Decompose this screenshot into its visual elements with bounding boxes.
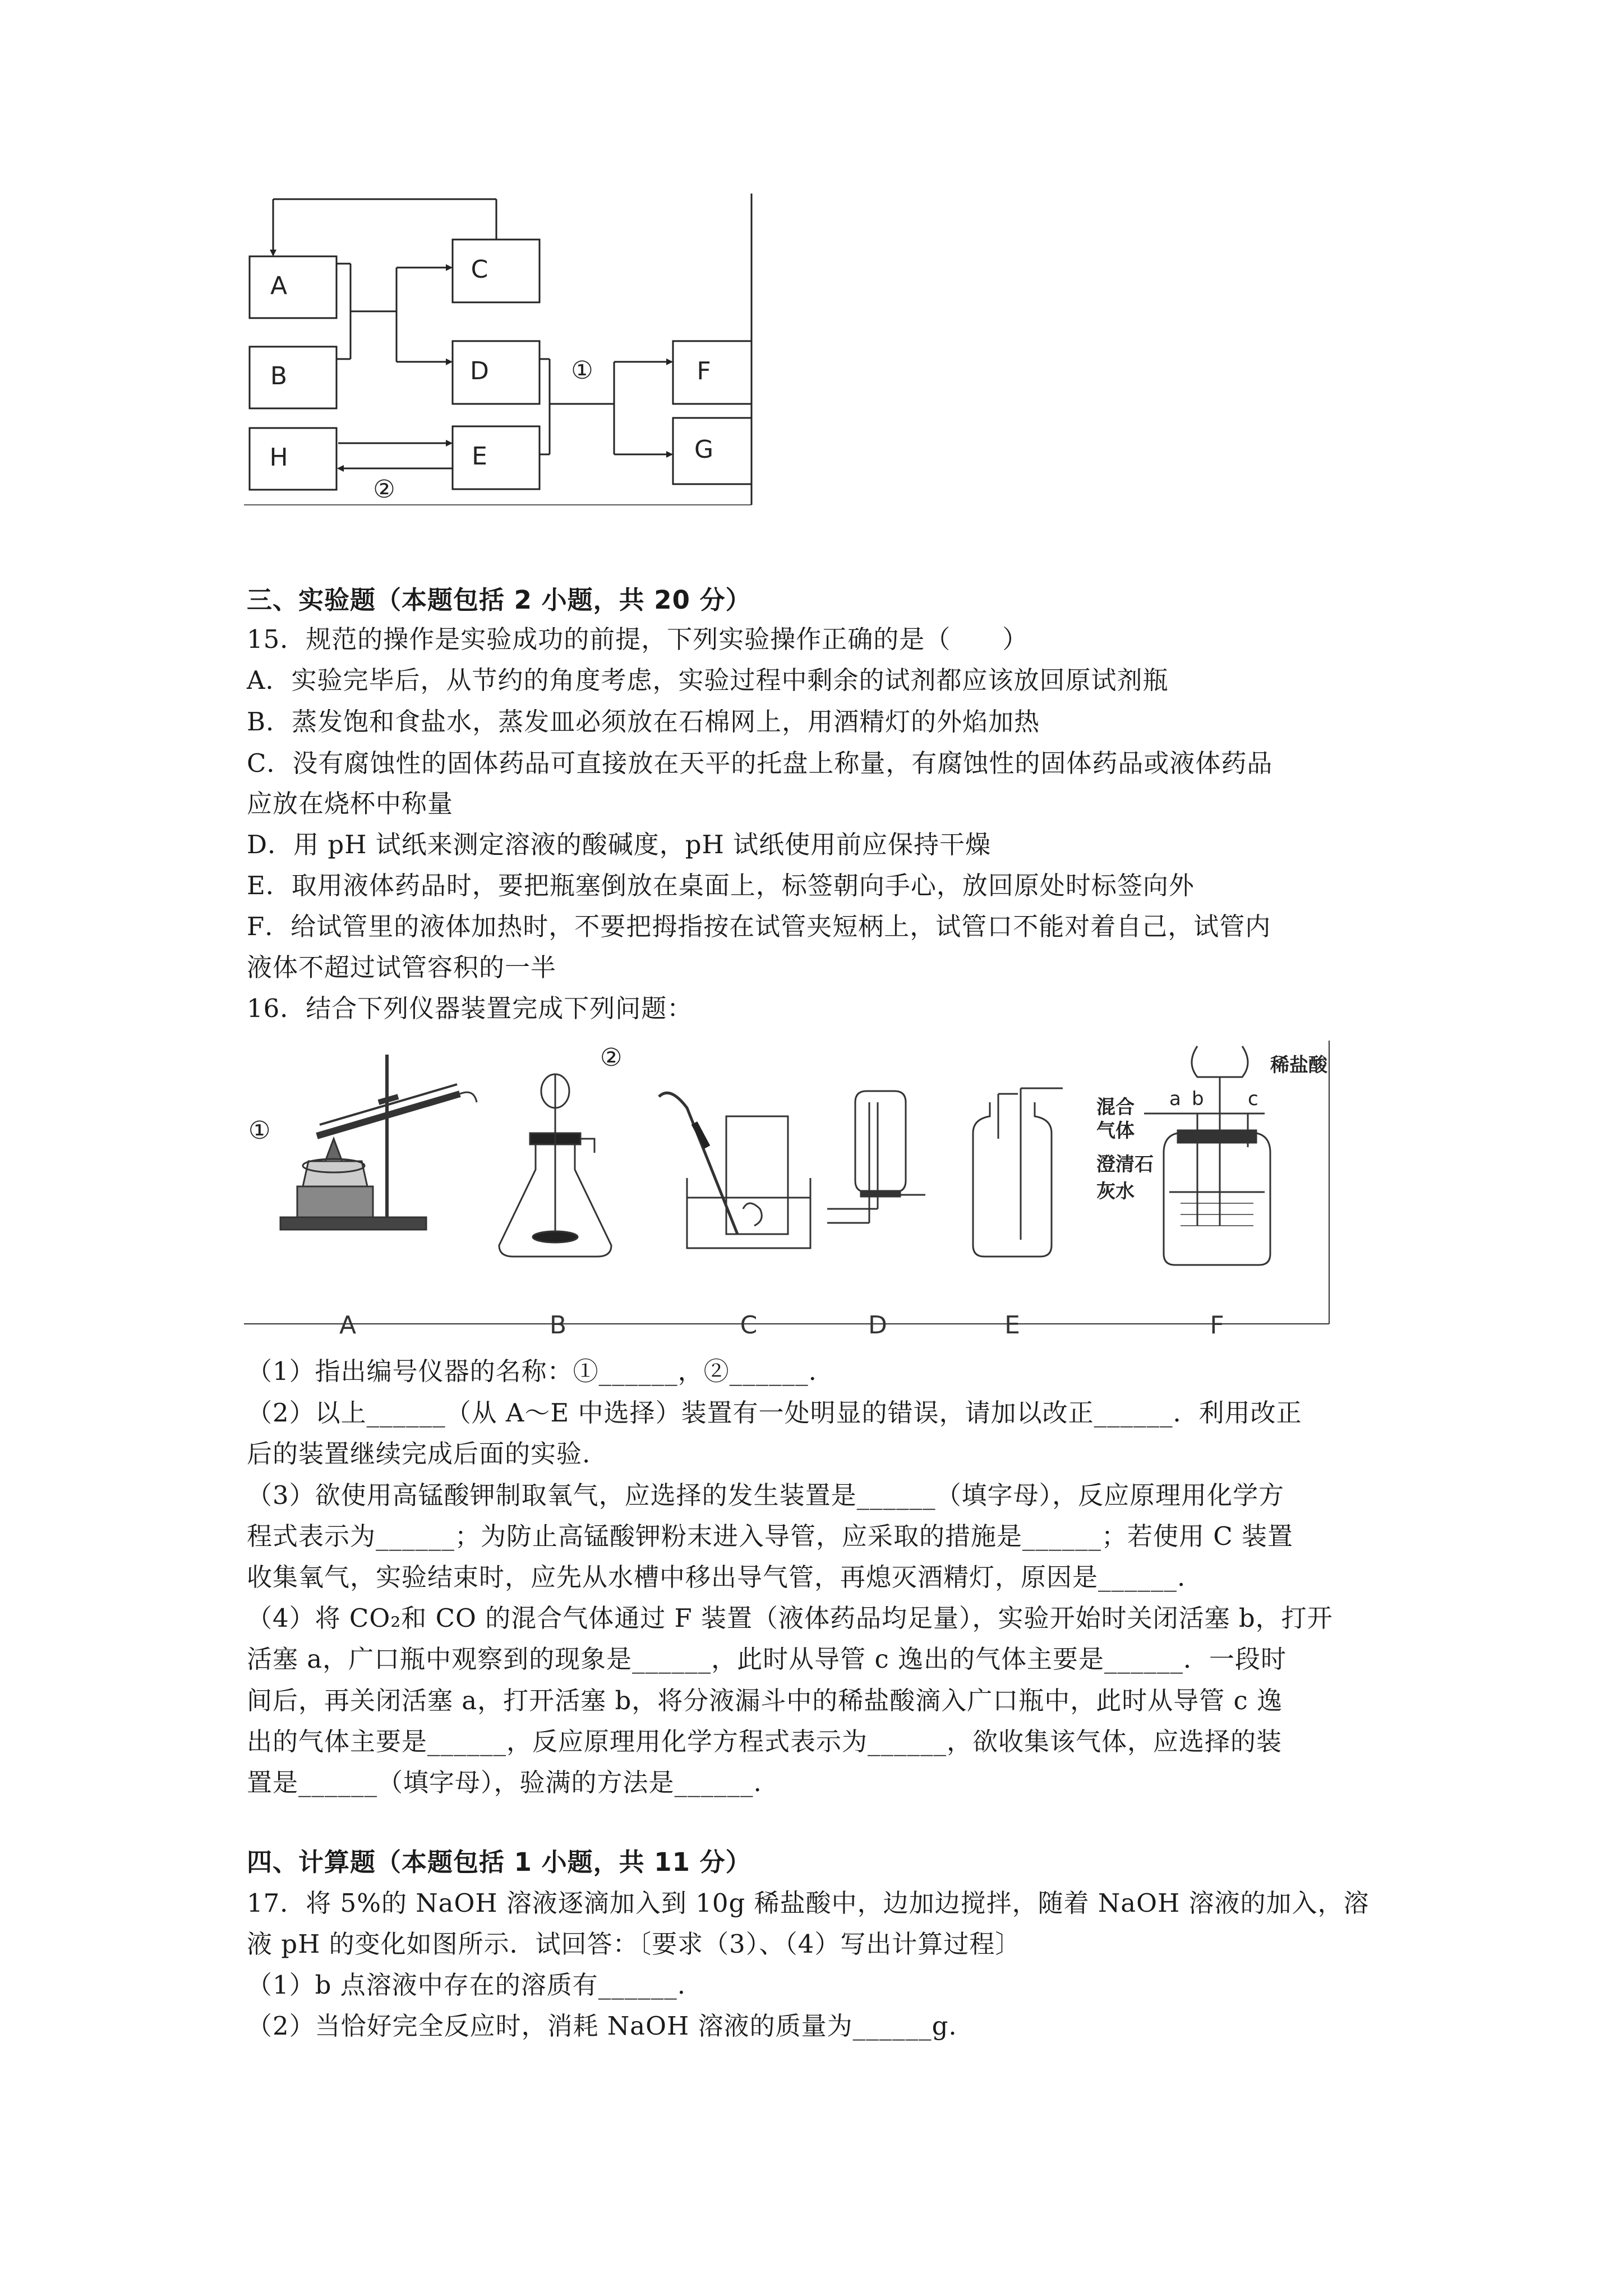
apparatus-letter-e: E (1004, 1311, 1020, 1340)
f-label-lime-1: 澄清石 (1096, 1153, 1154, 1176)
box-F (673, 341, 751, 404)
q15-option-c: C．没有腐蚀性的固体药品可直接放在天平的托盘上称量，有腐蚀性的固体药品或液体药品 (247, 748, 1273, 778)
q15-option-d: D．用 pH 试纸来测定溶液的酸碱度，pH 试纸使用前应保持干燥 (247, 830, 992, 859)
mark-1-circle: ① (248, 1116, 271, 1145)
apparatus-f-drawing (1144, 1046, 1270, 1265)
box-A (250, 256, 336, 318)
apparatus-c-drawing (659, 1093, 810, 1248)
section4-heading: 四、计算题（本题包括 1 小题，共 11 分） (247, 1847, 751, 1877)
q16-line-1: （1）指出编号仪器的名称：①______，②______. (247, 1356, 817, 1386)
apparatus-letter-d: D (868, 1311, 887, 1340)
box-G-label: G (694, 435, 714, 464)
q16-line-3: 后的装置继续完成后面的实验. (247, 1439, 591, 1469)
f-label-lime-2: 灰水 (1096, 1180, 1135, 1203)
box-B (250, 347, 336, 408)
flowchart-diagram (244, 194, 766, 516)
f-label-gas-2: 气体 (1096, 1120, 1135, 1142)
f-label-c: c (1248, 1088, 1258, 1110)
q16-line-7: （4）将 CO₂和 CO 的混合气体通过 F 装置（液体药品均足量），实验开始时关闭活塞 b，打开 (247, 1603, 1333, 1633)
q17-line-3: （1）b 点溶液中存在的溶质有______. (247, 1970, 686, 2000)
q17-line-4: （2）当恰好完全反应时，消耗 NaOH 溶液的质量为______g. (247, 2011, 957, 2041)
box-D-label: D (470, 357, 489, 385)
q15-option-c-cont: 应放在烧杯中称量 (247, 789, 454, 818)
q16-line-2: （2）以上______（从 A～E 中选择）装置有一处明显的错误，请加以改正______．利用改正 (247, 1398, 1302, 1428)
q15-stem: 15．规范的操作是实验成功的前提，下列实验操作正确的是（ ） (247, 624, 1029, 654)
q16-line-4: （3）欲使用高锰酸钾制取氧气，应选择的发生装置是______（填字母），反应原理用化学方 (247, 1480, 1285, 1510)
q17-line-2: 液 pH 的变化如图所示．试回答：〔要求（3）、（4）写出计算过程〕 (247, 1929, 1021, 1959)
box-D (453, 341, 540, 404)
box-B-label: B (270, 362, 288, 390)
box-E-label: E (472, 442, 487, 471)
q16-line-8: 活塞 a，广口瓶中观察到的现象是______，此时从导管 c 逸出的气体主要是______．一段时 (247, 1644, 1287, 1674)
box-H (250, 428, 336, 490)
q16-line-9: 间后，再关闭活塞 a，打开活塞 b，将分液漏斗中的稀盐酸滴入广口瓶中，此时从导管 c 逸 (247, 1686, 1283, 1715)
apparatus-d-drawing (827, 1091, 925, 1223)
q16-stem: 16．结合下列仪器装置完成下列问题： (247, 993, 693, 1023)
apparatus-letter-a: A (339, 1311, 357, 1340)
apparatus-a-drawing (280, 1055, 477, 1230)
apparatus-letter-f: F (1210, 1311, 1224, 1340)
box-F-label: F (697, 357, 711, 385)
f-label-b: b (1192, 1088, 1204, 1110)
f-label-acid: 稀盐酸 (1270, 1054, 1327, 1076)
q16-line-5: 程式表示为______；为防止高锰酸钾粉末进入导管，应采取的措施是______；若使用 C 装置 (247, 1521, 1294, 1551)
section3-heading: 三、实验题（本题包括 2 小题，共 20 分） (247, 585, 751, 615)
q16-line-11: 置是______（填字母），验满的方法是______. (247, 1768, 762, 1797)
q15-option-b: B．蒸发饱和食盐水，蒸发皿必须放在石棉网上，用酒精灯的外焰加热 (247, 707, 1040, 737)
box-H-label: H (269, 443, 288, 472)
q17-line-1: 17．将 5%的 NaOH 溶液逐滴加入到 10g 稀盐酸中，边加边搅拌，随着 NaOH 溶液的加入，溶 (247, 1888, 1370, 1918)
apparatus-figure (244, 1041, 1340, 1341)
apparatus-b-drawing (499, 1074, 611, 1257)
mark-1-label: ① (571, 356, 593, 385)
f-label-a: a (1169, 1088, 1181, 1110)
mark-2-circle: ② (600, 1043, 623, 1072)
box-A-label: A (270, 272, 288, 300)
q15-option-f-cont: 液体不超过试管容积的一半 (247, 953, 557, 982)
q15-option-f: F．给试管里的液体加热时，不要把拇指按在试管夹短柄上，试管口不能对着自己，试管内 (247, 912, 1271, 941)
f-label-gas-1: 混合 (1096, 1096, 1135, 1119)
box-C-label: C (471, 255, 488, 284)
q15-option-e: E．取用液体药品时，要把瓶塞倒放在桌面上，标签朝向手心，放回原处时标签向外 (247, 871, 1195, 900)
box-C (453, 240, 540, 302)
box-E (453, 426, 540, 489)
apparatus-letter-b: B (549, 1311, 567, 1340)
q15-option-a: A．实验完毕后，从节约的角度考虑，实验过程中剩余的试剂都应该放回原试剂瓶 (247, 665, 1169, 695)
q16-line-6: 收集氧气，实验结束时，应先从水槽中移出导气管，再熄灭酒精灯，原因是______. (247, 1562, 1186, 1592)
apparatus-e-drawing (973, 1088, 1063, 1257)
apparatus-letter-c: C (740, 1311, 758, 1340)
q16-line-10: 出的气体主要是______，反应原理用化学方程式表示为______，欲收集该气体，应选择的装 (247, 1727, 1283, 1756)
mark-2-label: ② (373, 475, 395, 504)
